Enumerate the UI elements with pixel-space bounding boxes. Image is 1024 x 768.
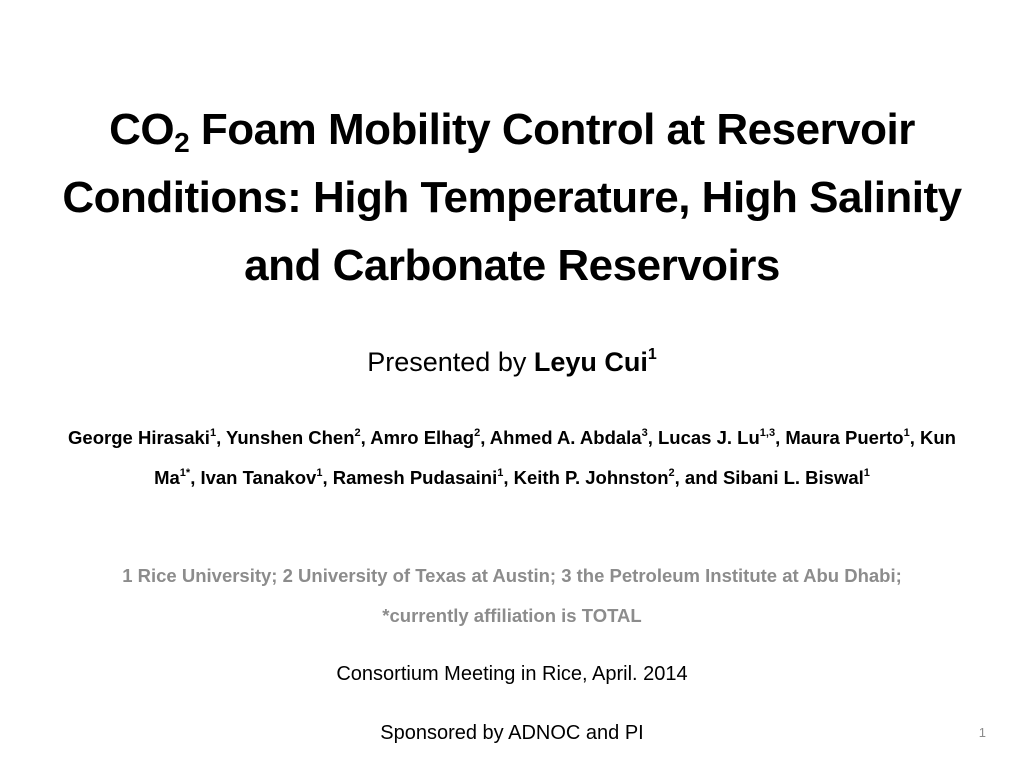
author-affiliation: 3: [641, 427, 648, 439]
author: [785, 427, 920, 448]
author: [200, 467, 332, 488]
author: [68, 427, 226, 448]
author-separator: ,: [190, 467, 201, 488]
presenter-prefix: Presented by: [367, 347, 534, 377]
author-separator: ,: [216, 427, 227, 448]
author-affiliation: 1: [863, 467, 870, 479]
author-name: Ivan Tanakov: [200, 467, 317, 488]
author: [514, 467, 723, 488]
author-separator: ,: [503, 467, 514, 488]
affiliations: [30, 556, 994, 636]
author-affiliation: 2: [354, 427, 361, 439]
author-separator: ,: [360, 427, 371, 448]
presenter-affiliation: 1: [647, 346, 657, 363]
author-name: Amro Elhag: [370, 427, 475, 448]
author: [658, 427, 785, 448]
presenter-line: [0, 342, 1024, 382]
author-separator: ,: [322, 467, 333, 488]
author-affiliation: 1: [497, 467, 504, 479]
author-name: Yunshen Chen: [226, 427, 355, 448]
author-name: Sibani L. Biswal: [722, 467, 864, 488]
author-name: Ramesh Pudasaini: [332, 467, 498, 488]
author: [370, 427, 490, 448]
author-name: Keith P. Johnston: [513, 467, 669, 488]
author-name: Lucas J. Lu: [658, 427, 760, 448]
author-name: Ahmed A. Abdala: [489, 427, 642, 448]
author-name: Maura Puerto: [785, 427, 904, 448]
author: [490, 427, 658, 448]
presenter-name: Leyu Cui: [533, 347, 648, 377]
author-name: George Hirasaki: [68, 427, 210, 448]
title-subscript: 2: [174, 127, 190, 158]
author: [333, 467, 514, 488]
author-separator: , and: [674, 467, 723, 488]
affiliations-line-2: *currently affiliation is TOTAL: [382, 605, 642, 626]
author: [226, 427, 370, 448]
author-affiliation: 1: [316, 467, 323, 479]
author-affiliation: 1: [903, 427, 910, 439]
author: [723, 467, 870, 488]
author-affiliation: 2: [668, 467, 675, 479]
author-affiliation: 1,3: [759, 427, 776, 439]
meeting-line: Consortium Meeting in Rice, April. 2014: [336, 663, 688, 685]
title-part-co: CO: [109, 105, 175, 154]
affiliations-line-1: 1 Rice University; 2 University of Texas at Austin; 3 the Petroleum Institute at Abu Dhabi;: [122, 565, 902, 586]
author-separator: ,: [909, 427, 920, 448]
slide-number: 1: [978, 725, 986, 740]
author-separator: ,: [775, 427, 786, 448]
author-list: [46, 418, 978, 498]
author-separator: ,: [480, 427, 490, 448]
slide-title: [40, 96, 984, 300]
author-separator: ,: [647, 427, 658, 448]
author-affiliation: 2: [474, 427, 481, 439]
sponsor-line: Sponsored by ADNOC and PI: [380, 722, 644, 744]
author-name: Kun Ma: [154, 427, 956, 488]
author-affiliation: 1*: [179, 467, 191, 479]
title-part-rest: Foam Mobility Control at Reservoir Conditions: High Temperature, High Salinity and Carbonate Reservoirs: [62, 105, 962, 290]
author-affiliation: 1: [209, 427, 217, 439]
